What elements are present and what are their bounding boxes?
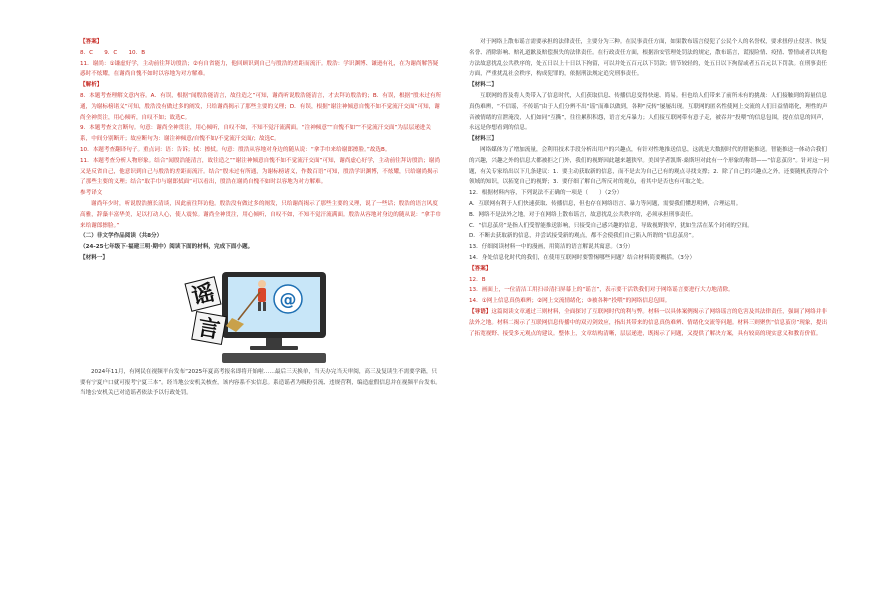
question-12-option-c: C．“信息茧房”是指人们受智能推送影响，只接受自己感兴趣的信息，导致视野狭窄，犹如生活在某个封闭的空间。 xyxy=(469,222,753,229)
section-heading: （二）非文学作品阅读（共8分） xyxy=(80,233,163,240)
question-14: 14．身处信息化时代的我们，在使用互联网时要警惕哪些问题？结合材料简要概括。（3分） xyxy=(469,254,696,261)
monitor-stand xyxy=(266,338,282,346)
rumor-cartoon xyxy=(80,266,442,367)
answer-13: 13．画面上，一位清洁工用扫帚清扫屏幕上的“谣言”，表示要干活铁我们对于网络谣言要进行大力地清除。 xyxy=(469,287,734,294)
analysis-9: 9．本题考查文言断句。句意：谢尚全神贯注，用心倾听，自叹不如，不知不觉汗流满面。“注神倾意”“自愧不如”“不觉流汗交面”为层层递进关系，中间分别断开；故应断句为：谢注神倾意/自愧不如/不觉流汗交面/；故选C。 xyxy=(80,125,431,143)
at-symbol-icon: @ xyxy=(279,289,297,310)
translation-text: 谢尚年少时，听说殷浩擅长清谈，因此前往拜访他。殷浩没有做过多的阐发，只给谢尚揭示了那些主要的义理，说了一些话；殷浩的语言风度高雅，辞藻丰富华美，足以打动人心，使人震惊。谢尚全神贯注，用心倾听，自叹不如，不知不觉汗流满面。殷浩从容地对身边的随从说：“拿手巾来给谢郎擦脸。” xyxy=(80,200,441,229)
answer-14: 14．①网上信息真伪难辨；②网上交流情绪化；③被各种“投喂”的网络信息包围。 xyxy=(469,298,671,305)
answer-list: 8．C 9．C 10．B xyxy=(80,49,146,56)
question-13: 13．仔细阅读材料一中的漫画，用简洁的语言解说其寓意。（3分） xyxy=(469,244,634,251)
question-12: 12．根据材料内容，下列说法不正确的一项是（ ）（2分） xyxy=(469,190,623,197)
translation-heading: 参考译文 xyxy=(80,190,103,197)
analysis-8: 8．本题考查理解文意内容。A．有误，根据“闻殷浩能清言，故往造之”可知，谢尚听说殷浩能清言，才去拜访殷浩的；B．有误，根据“殷未过有所通，为谢标榜诸义”可知，殷浩没有做过多的阐发，只给谢尚揭示了那些主要的义理；D．有误，根据“谢注神倾意自愧不如不觉流汗交面”可知，谢尚全神贯注，用心倾听，自叹不如；故选C。 xyxy=(80,92,442,121)
cleaner-leg-left xyxy=(258,302,261,311)
left-column xyxy=(80,37,442,399)
answer-12: 12．B xyxy=(469,276,486,283)
guide-heading: 【导语】 xyxy=(469,308,492,315)
guide-body: 这篇阅读文章通过三则材料，全面探讨了互联网时代的利与弊。材料一以具体案例揭示了网络谣言的危害及其法律责任，强调了网络并非法外之地。材料二揭示了互联网信息传播中的双刃剑效应，指出其带来的信息真伪难辨、情绪化交流等问题。材料三则聚焦“信息茧房”现象，提出了拓宽视野、接受多元观点的建议。整体上，文章结构清晰，层层递进，既揭示了问题，又提供了解决方案，具有较高的现实意义和教育价值。 xyxy=(469,308,828,337)
material-2-heading: 【材料二】 xyxy=(469,82,497,89)
cleaner-leg-right xyxy=(263,302,266,311)
material-1-text: 2024年11月，有网民在视频平台发布“2025年夏高考报名即将开始啦……最后三天换单，当天办完当天审阅，高三及复读生不需要学籍，只要有宁夏户口就可报考宁夏三本”。经当地公安机关核查，该内容系不实信息。系造谣者为吸粉引流、违规营利，编造虚假信息并在视频平台发布。当地公安机关已对造谣者依法予以行政处罚。 xyxy=(80,368,441,397)
analysis-heading: 【解析】 xyxy=(80,82,103,89)
cleaner-body xyxy=(258,288,266,302)
analysis-10: 10．本题考查翻译句子。重点词：语：告诉；拭：擦拭。句意：殷浩从容地对身边的随从说：“拿手巾来给谢郎擦脸。”故选B。 xyxy=(80,146,391,153)
analysis-11: 11．本题考查分析人物形象。结合“闻殷浩能清言，故往造之”“谢注神倾意自愧不如不觉流汗交面”可知，谢尚虚心好学，主动前往拜访殷浩；谢尚又是反省自己，他意识到自己与殷浩的差距而流汗。结合“殷未过有所通，为谢标榜诸义，作数百语”可知，殷浩学识渊博，不炫耀，只给谢尚揭示了那些主要的义理；结合“取手巾与谢郎拭面”可以看出，殷浩在谢尚自愧不如时以容地为对方解难。 xyxy=(80,157,440,186)
keyboard xyxy=(222,353,326,363)
cleaner-head xyxy=(258,280,266,288)
monitor-base xyxy=(250,346,298,350)
answer-heading: 【答案】 xyxy=(80,39,103,45)
right-column xyxy=(469,37,831,339)
rumor-cartoon-illustration xyxy=(178,266,344,367)
answer-heading-right: 【答案】 xyxy=(469,265,492,272)
question-12-option-d: D．不断去获取新的信息，并尝试接受新的观点，都不会使我们自己陷入所谓的“信息茧房”。 xyxy=(469,233,698,240)
section-subheading: （24-25七年级下·福建三明·期中）阅读下面的材料，完成下面小题。 xyxy=(80,244,254,251)
question-12-option-b: B．网络不是法外之地，对于在网络上散布谣言，故意扰乱公共秩序的，必须承担刑事责任。 xyxy=(469,211,697,218)
rumor-char-2: 言 xyxy=(195,314,222,344)
material-3-heading: 【材料三】 xyxy=(469,136,497,143)
rumor-char-1: 谣 xyxy=(189,280,218,310)
question-12-option-a: A．互联网有利于人们快速获取、传播信息，但也存在网络语言、暴力等问题，需要我们懂思明辨，合理运用。 xyxy=(469,200,742,207)
guide-text xyxy=(469,307,831,339)
material-3-text: 网络媒体为了增加流量，会利用技术手段分析出用户的兴趣点，有针对性地推送信息，这就是大数据时代的智能推送。智能推送一体动合我们的兴趣，兴趣之外的信息大都被拒之门外，我们的视野因此越来越狭窄。美国学者凯斯·桑斯坦对此有一个形象的称谓——“信息茧房”。针对这一问题，有关专家给出以下几条建议：1．要主动获取新的信息，而不是去为自己已有的观点寻找支撑；2．除了自己的兴趣点之外，还要随机获得合个领域的知识，以拓宽自己的视野；3．要仔细了解自己所反对的观点，看其中是否也有可取之处。 xyxy=(469,146,829,186)
material-2-text: 互联网的普及将人类带入了信息时代，人们获取信息、传播信息变得快速、简易。但也给人们带来了前所未有的挑战：人们接触到的海量信息真伪难辨，“不信谣，不传谣”由于人们分辨不出“谣”而难以做到，各种“反转”屡屡出现。互联网的匿名性使网上交流的人们日益情绪化，理性的声音被情绪的宣泄淹没，人们如同“互撕”，往往累积积怨，语言充斥暴力；人们接互联网带有意子走，被吞并“投喂”的信息包围，提在信息的回声，永远是你想看到的信息。 xyxy=(469,92,828,132)
material-1-continued: 对于网络上散布谣言需要承担的法律责任，主要分为三种。在民事责任方面，如果散布谣言侵犯了公民个人的名誉权，要求扭停止侵害、恢复名誉、消除影响、赔礼道歉及赔偿损失的法律责任。在行政责任方面，根据治安管理处罚法的规定，散布谣言，谎报险情、疫情、警情或者以其他方法故意扰乱公共秩序的，处五日以上十日以下拘留，可以并处五百元以下罚款；情节较轻的，处五日以下拘留或者五百元以下罚款。在刑事责任方面，严重扰乱社会秩序，构成犯罪的，依据刑法规定追究刑事责任。 xyxy=(469,39,828,78)
material-1-heading: 【材料一】 xyxy=(80,254,108,261)
answer-11: 11．谢尚：①谦虚好学，主动前往拜访殷浩；②有自省能力，他回顾识到自己与殷浩的差距而流汗。殷浩：学识渊博、谦逊有礼，在为谢尚解答疑惑时不炫耀，在谢尚自愧不如时以容地为对方解难。 xyxy=(80,60,439,78)
